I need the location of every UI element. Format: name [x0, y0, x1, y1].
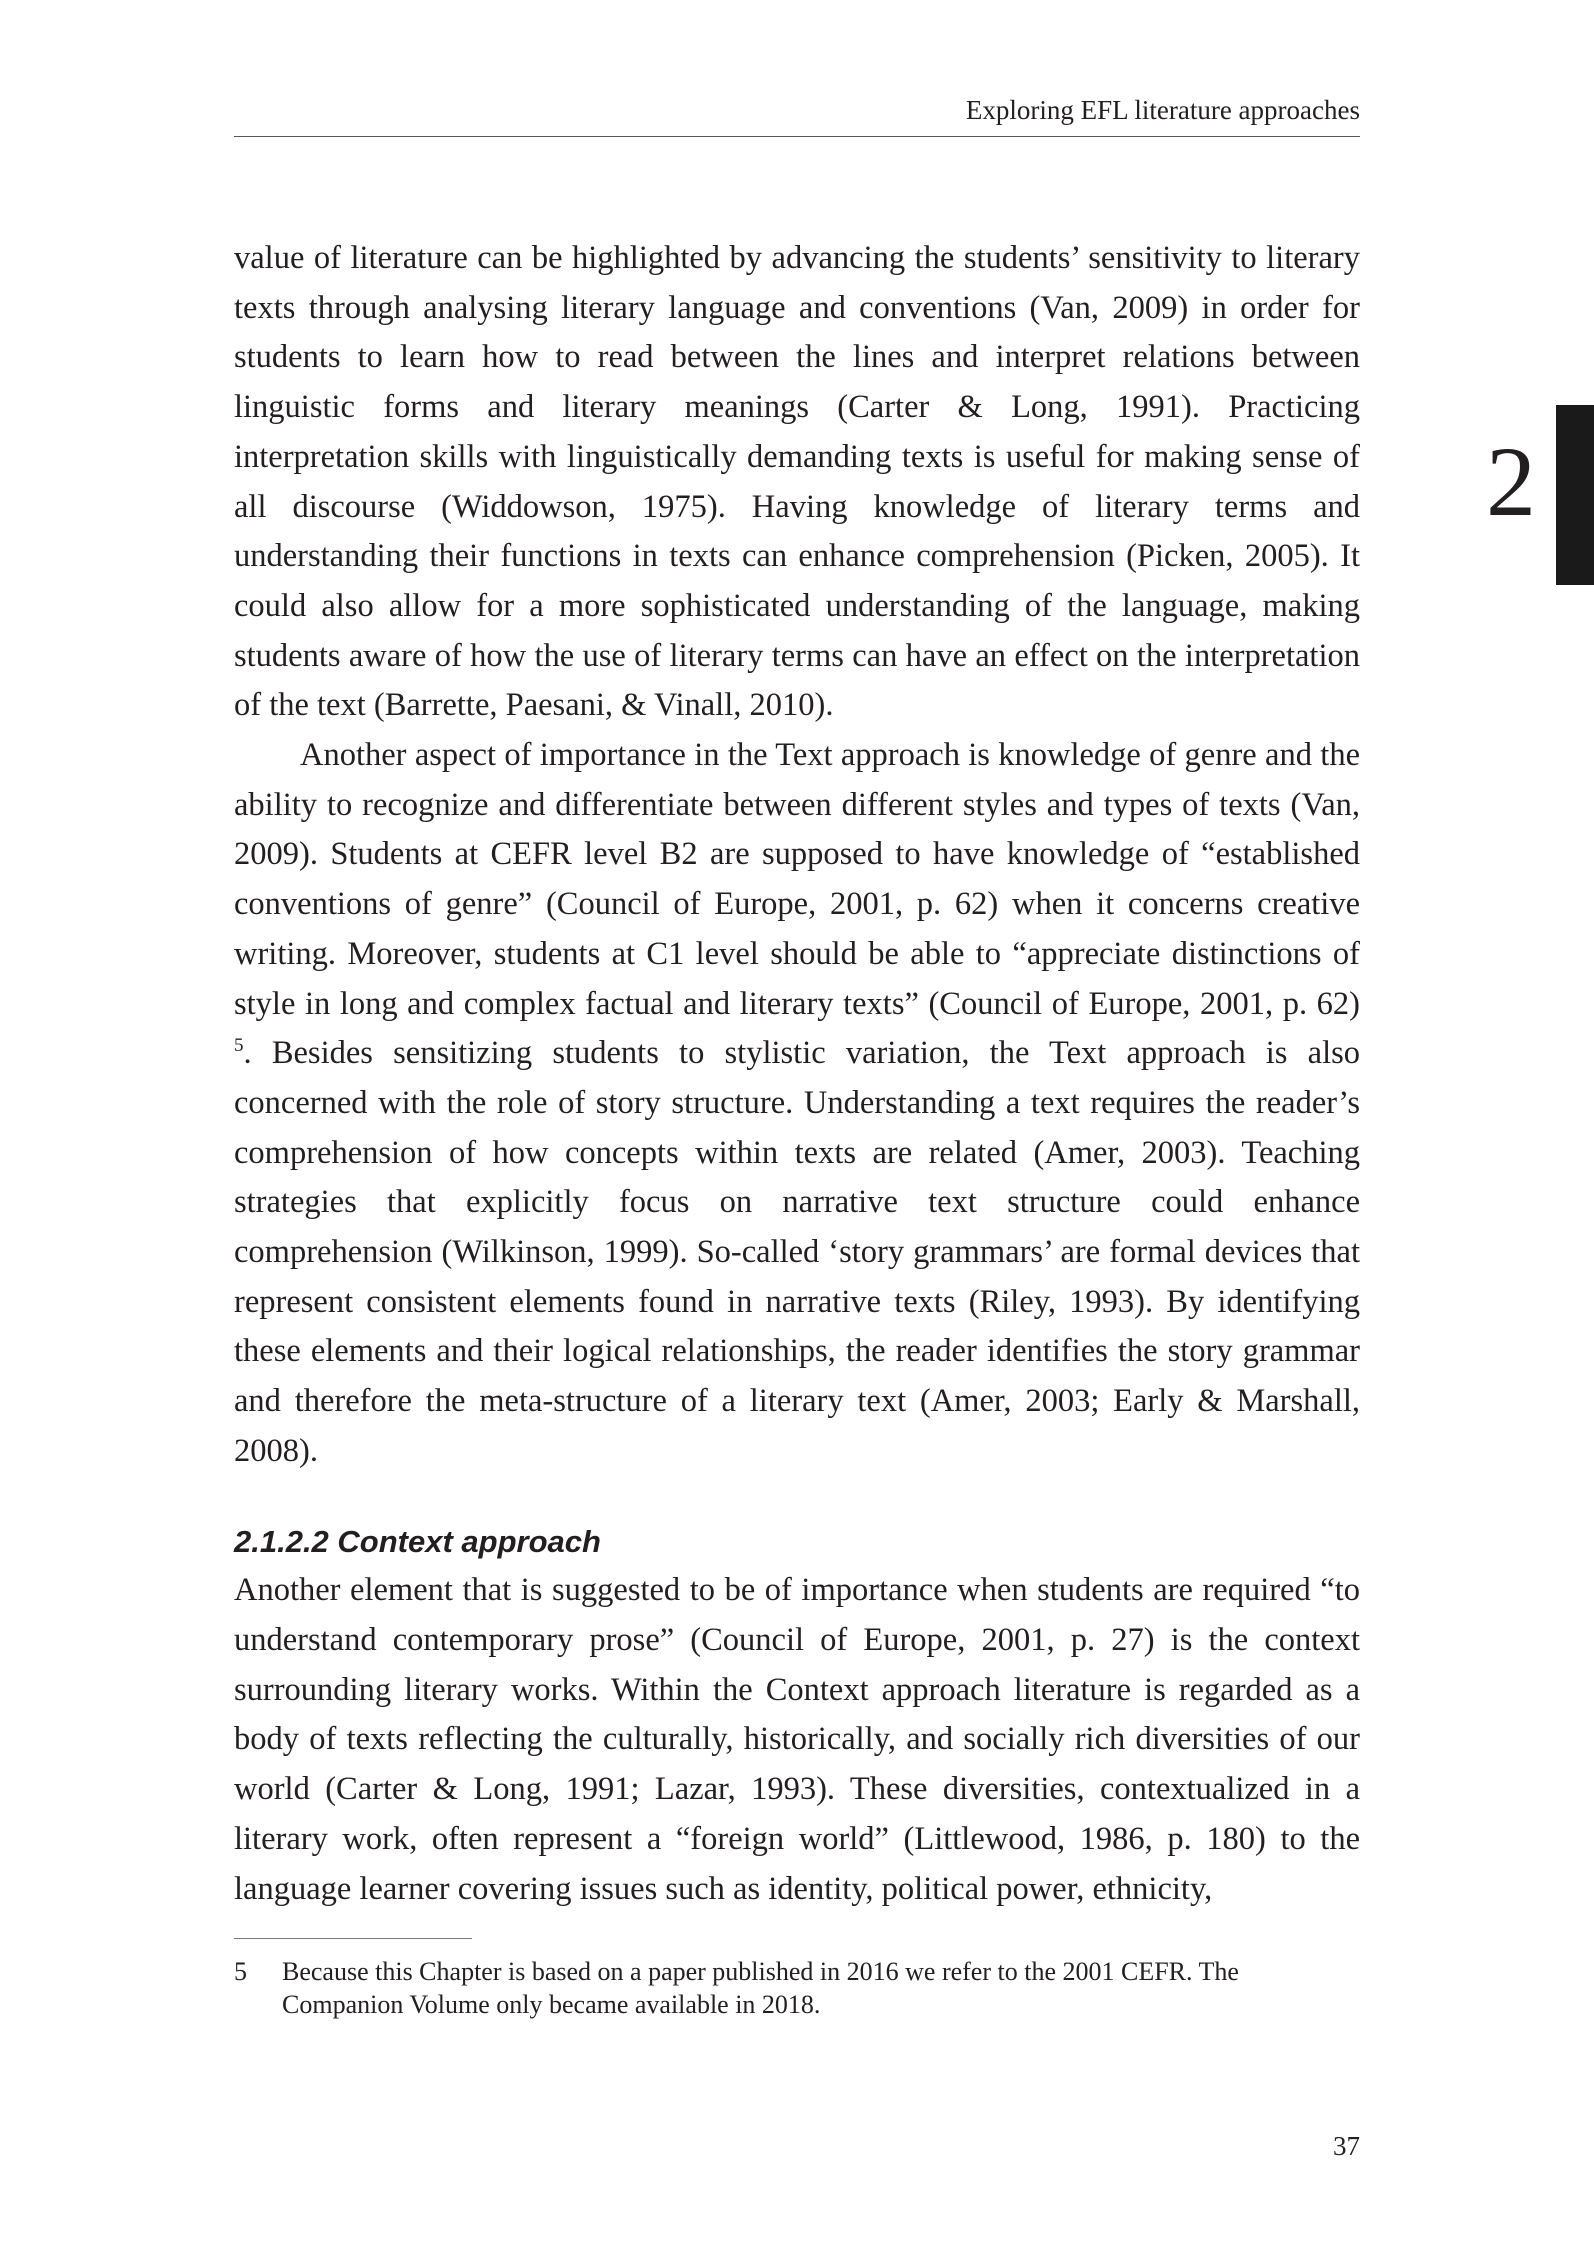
chapter-number: 2 — [1486, 426, 1536, 537]
footnote-reference[interactable]: 5 — [234, 1035, 244, 1057]
running-header-title: Exploring EFL literature approaches — [965, 95, 1360, 125]
page-number: 37 — [1333, 2131, 1360, 2161]
section-heading: 2.1.2.2 Context approach — [234, 1523, 601, 1559]
header-divider — [234, 136, 1360, 137]
paragraph-3: Another element that is suggested to be of importance when students are required “to understand contemporary prose” (Council of Europe, 2001, p. 27) is the context surrounding literary works. Within the Context approach literature is regarded as a body of texts reflecting the culturally, historically, and socially rich diversities of our world (Carter & Long, 1991; Lazar, 1993). These diversities, contextualized in a literary work, often represent a “foreign world” (Littlewood, 1986, p. 180) to the language learner covering issues such as identity, political power, ethnicity, — [234, 1572, 1360, 1907]
footnote — [234, 1955, 1360, 2021]
main-text — [234, 234, 1360, 1914]
paragraph-2-part-1: Another aspect of importance in the Text approach is knowledge of genre and the ability to recognize and differentiate between different styles and types of texts (Van, 2009). Students at CEFR level B2 are supposed to have knowledge of “established conventions of genre” (Council of Europe, 2001, p. 62) when it concerns creative writing. Moreover, students at C1 level should be able to “appreciate distinctions of style in long and complex factual and literary texts” (Council of Europe, 2001, p. 62) — [234, 737, 1360, 1022]
footnote-text: Because this Chapter is based on a paper published in 2016 we refer to the 2001 CEFR. The Companion Volume only became available in 2018. — [282, 1957, 1239, 2019]
footnote-divider — [234, 1938, 472, 1939]
footnote-number: 5 — [234, 1957, 247, 1986]
chapter-thumb-tab — [1556, 405, 1594, 585]
paragraph-2-part-2: . Besides sensitizing students to stylistic variation, the Text approach is also concerned with the role of story structure. Understanding a text requires the reader’s comprehension of how concepts within texts are related (Amer, 2003). Teaching strategies that explicitly focus on narrative text structure could enhance comprehension (Wilkinson, 1999). So-called ‘story grammars’ are formal devices that represent consistent elements found in narrative texts (Riley, 1993). By identifying these elements and their logical relationships, the reader identifies the story grammar and therefore the meta-structure of a literary text (Amer, 2003; Early & Marshall, 2008). — [234, 1035, 1360, 1469]
paragraph-2 — [234, 731, 1360, 1477]
paragraph-1: value of literature can be highlighted by advancing the students’ sensitivity to literary texts through analysing literary language and conventions (Van, 2009) in order for students to learn how to read between the lines and interpret relations between linguistic forms and literary meanings (Carter & Long, 1991). Practicing interpretation skills with linguistically demanding texts is useful for making sense of all discourse (Widdowson, 1975). Having knowledge of literary terms and understanding their functions in texts can enhance comprehension (Picken, 2005). It could also allow for a more sophisticated understanding of the language, making students aware of how the use of literary terms can have an effect on the interpretation of the text (Barrette, Paesani, & Vinall, 2010). — [234, 240, 1360, 724]
